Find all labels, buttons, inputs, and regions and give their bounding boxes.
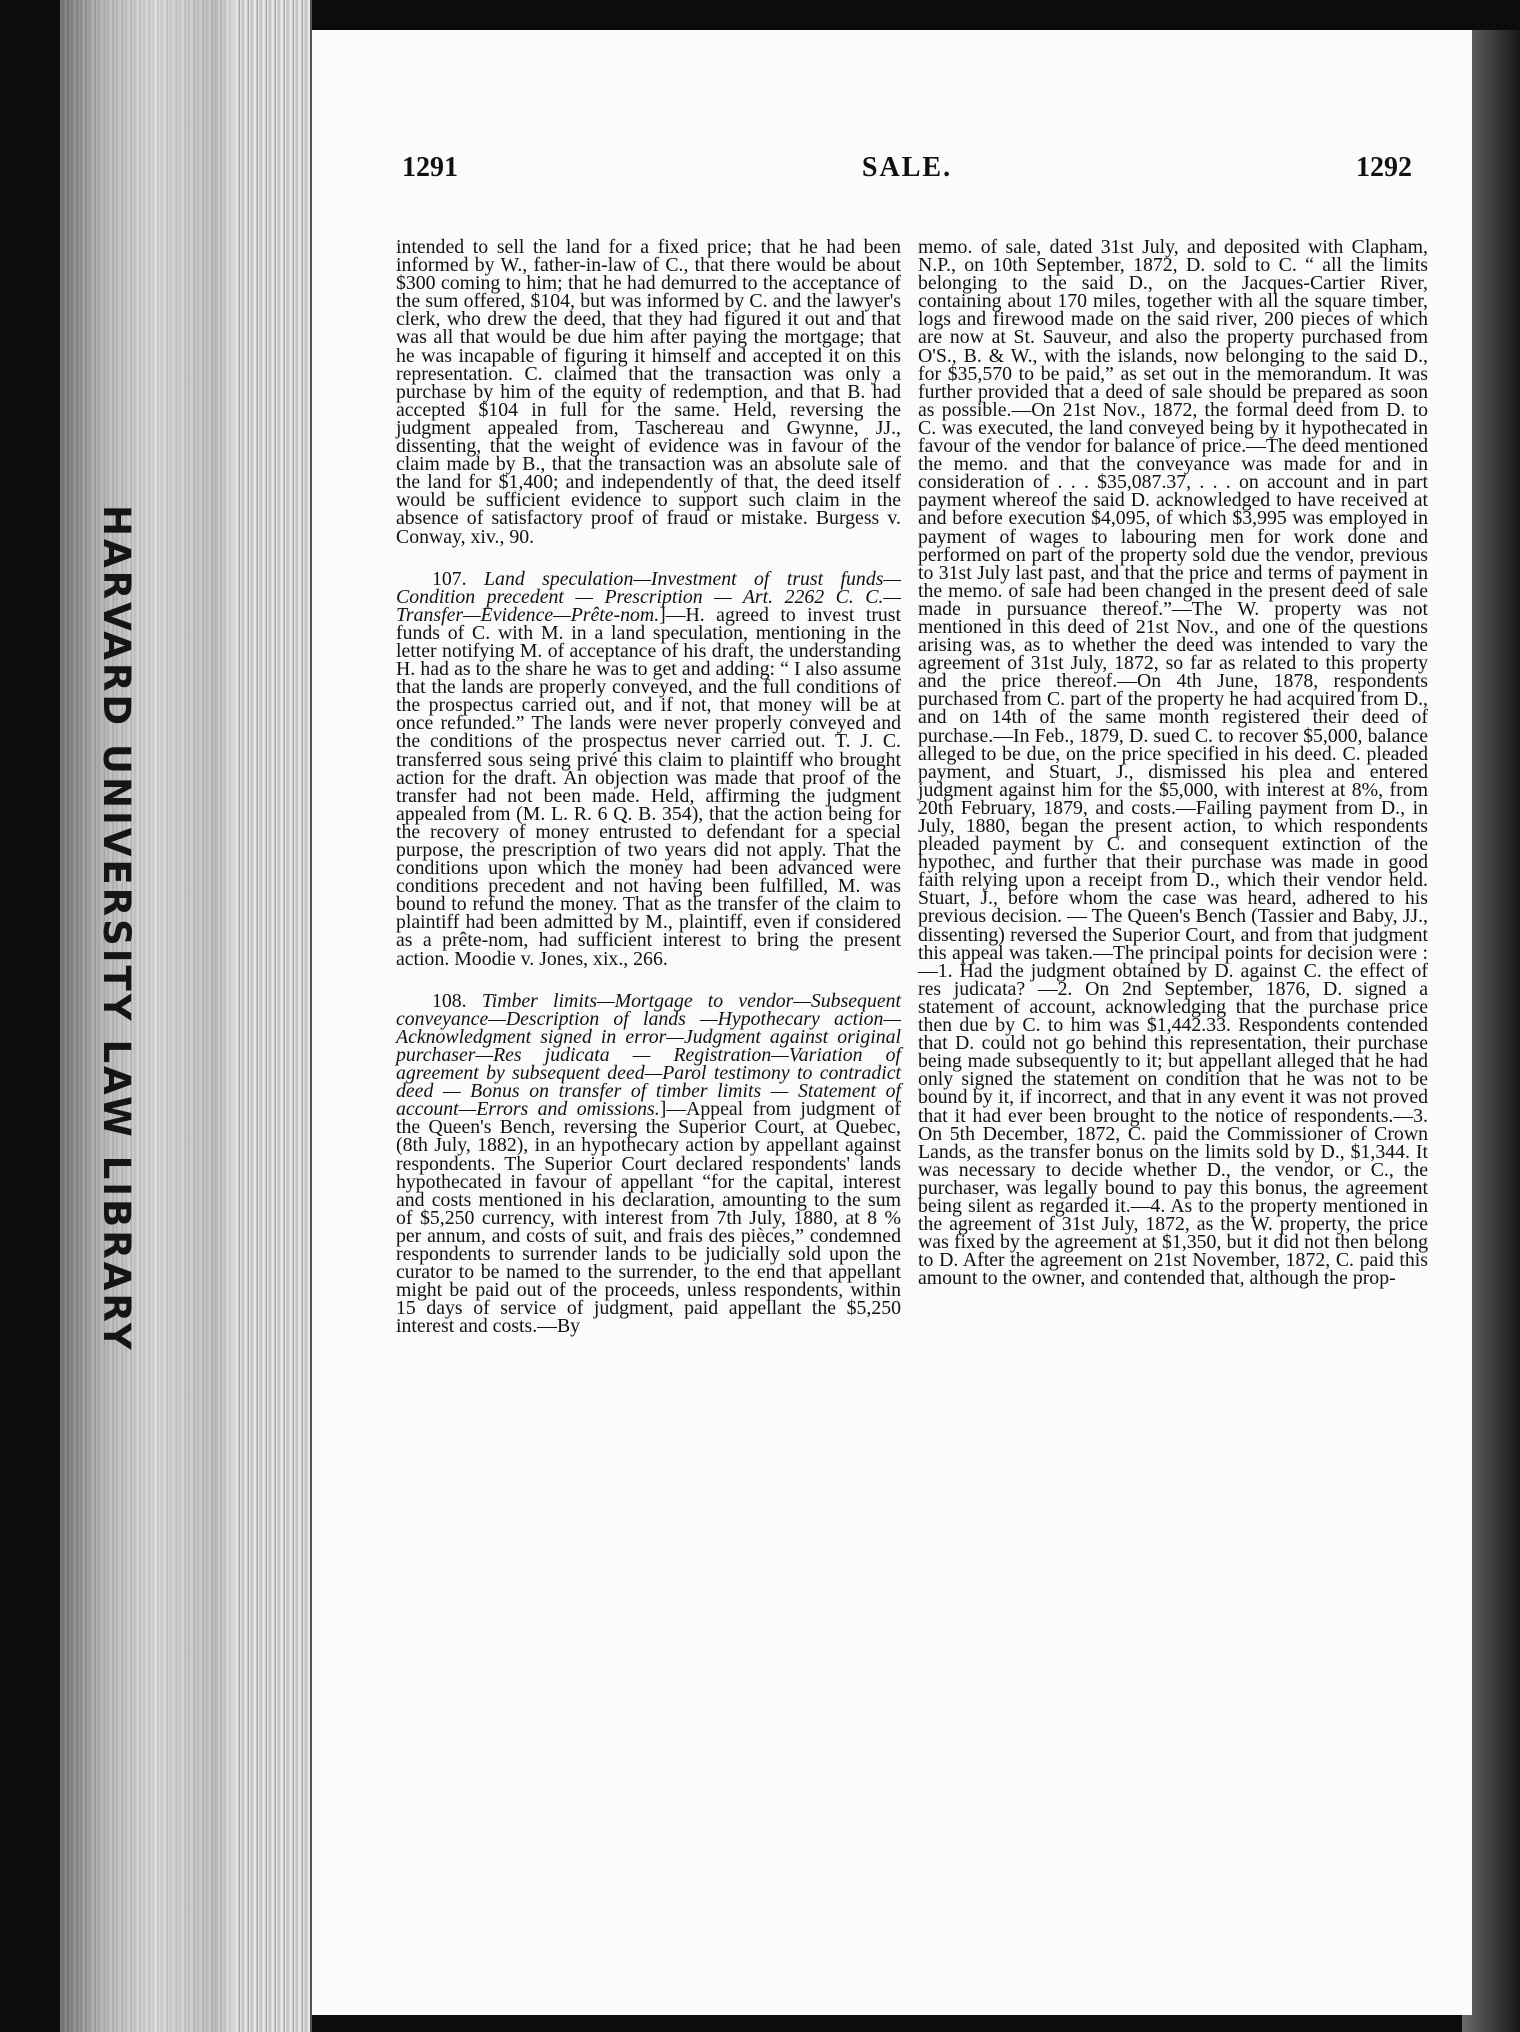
entry-body: ]—H. agreed to invest trust funds of C. with M. in a land speculation, mentioning in the letter notifying M. of acceptance of his draft, the understanding H. had as to the share he was to get and adding: “ I also assume that the lands are properly conveyed, and the full conditions of the prospectus carried out, and if not, that money will be at once refunded.” The lands were never properly conveyed and the conditions of the prospectus never carried out. T. J. C. transferred sous seing privé this claim to plaintiff who brought action for the draft. An objection was made that proof of the transfer had not been made. Held, affirming the judgment appealed from (M. L. R. 6 Q. B. 354), that the action being for the recovery of money entrusted to defendant for a special purpose, the prescription of two years did not apply. That the conditions upon which the money had been advanced were conditions precedent and not having been fulfilled, M. was bound to refund the money. That as the transfer of the claim to plaintiff had been admitted by M., plaintiff, even if considered as a prête-nom, had sufficient interest to bring the present action. Moodie v. Jones, xix., 266. (396, 603, 901, 970)
running-header (402, 152, 1412, 194)
section-title: SALE. (861, 152, 953, 183)
book-page (312, 30, 1472, 2015)
page-number-left: 1291 (402, 152, 458, 183)
paragraph-continued: intended to sell the land for a fixed price; that he had been informed by W., father-in-law of C., that there would be about $300 coming to him; that he had demurred to the acceptance of the sum offered, $104, but was informed by C. and the lawyer's clerk, who drew the deed, that they had figured it out and that was all that would be due him after paying the mortgage; that he was incapable of figuring it himself and accepted it on this representation. C. claimed that the transaction was only a purchase by him of the equity of redemption, and that B. had accepted $104 in full for the same. Held, reversing the judgment appealed from, Taschereau and Gwynne, JJ., dissenting, that the weight of evidence was in favour of the claim made by B., that the transaction was an absolute sale of the land for $1,400; and independently of that, the deed itself would be sufficient evidence to support such claim in the absence of satisfactory proof of fraud or mistake. Burgess v. Conway, xiv., 90. (396, 236, 901, 548)
entry-107 (396, 567, 901, 970)
entry-body: ]—Appeal from judgment of the Queen's Bench, reversing the Superior Court, at Quebec, (8th July, 1882), in an hypothecary action by appellant against respondents. The Superior Court declared respondents' lands hypothecated in favour of appellant “for the capital, interest and costs mentioned in his declaration, amounting to the sum of $5,250 currency, with interest from 7th July, 1880, at 8 % per annum, and costs of suit, and frais des pièces,” condemned respondents to surrender lands to be judicially sold upon the curator to be named to the surrender, to the end that appellant might be paid out of the proceeds, unless respondents, within 15 days of service of judgment, paid appellant the $5,250 interest and costs.—By (396, 1098, 901, 1338)
entry-108 (396, 989, 901, 1338)
left-column (396, 236, 901, 1338)
entry-number: 107. (432, 567, 467, 590)
right-column (918, 236, 1428, 1290)
spine-library-label: HARVARD UNIVERSITY LAW LIBRARY (95, 505, 138, 1353)
entry-headnote: Timber limits—Mortgage to vendor—Subsequent conveyance—Description of lands —Hypothecary action—Acknowledgment signed in error—Judgment against original purchaser—Res judicata — Registration—Variation of agreement by subsequent deed—Parol testimony to contradict deed — Bonus on transfer of timber limits — Statement of account—Errors and omissions. (396, 989, 901, 1121)
entry-number: 108. (432, 989, 467, 1012)
entry-headnote: Land speculation—Investment of trust funds—Condition precedent — Prescription — Art. 2262 C. C.—Transfer—Evidence—Prête-nom. (396, 567, 901, 626)
page-number-right: 1292 (1356, 152, 1412, 183)
paragraph-continued: memo. of sale, dated 31st July, and deposited with Clapham, N.P., on 10th September, 1872, D. sold to C. “ all the limits belonging to the said D., on the Jacques-Cartier River, containing about 170 miles, together with all the square timber, logs and firewood made on the said river, 200 pieces of which are now at St. Sauveur, and also the property purchased from O'S., B. & W., with the islands, now belonging to the said D., for $35,570 to be paid,” as set out in the memorandum. It was further provided that a deed of sale should be prepared as soon as possible.—On 21st Nov., 1872, the formal deed from D. to C. was executed, the land conveyed being by it hypothecated in favour of the vendor for balance of price.—The deed mentioned the memo. and that the conveyance was made for and in consideration of . . . $35,087.37, . . . on account and in part payment whereof the said D. acknowledged to have received at and before execution $4,095, of which $3,995 was employed in payment of wages to labouring men for work done and performed on part of the property sold due the vendor, previous to 31st July last past, and that the price and terms of payment in the memo. of sale had been changed in the present deed of sale made in pursuance thereof.”—The W. property was not mentioned in this deed of 21st Nov., and one of the questions arising was, as to whether the deed was intended to vary the agreement of 31st July, 1872, so far as related to this property and the price thereof.—On 4th June, 1878, respondents purchased from C. part of the property he had acquired from D., and on 14th of the same month registered their deed of purchase.—In Feb., 1879, D. sued C. to recover $5,000, balance alleged to be due, on the price specified in his deed. C. pleaded payment, and Stuart, J., dismissed his plea and entered judgment against him for the $5,000, with interest at 8%, from 20th February, 1879, and costs.—Failing payment from D., in July, 1880, began the present action, to which respondents pleaded payment by C. and consequent extinction of the hypothec, and further that their purchase was made in good faith relying upon a receipt from D., which their vendor held. Stuart, J., before whom the case was heard, adhered to his previous decision. — The Queen's Bench (Tassier and Baby, JJ., dissenting) reversed the Superior Court, and from that judgment this appeal was taken.—The principal points for decision were :—1. Had the judgment obtained by D. against C. the effect of res judicata? —2. On 2nd September, 1876, D. signed a statement of account, acknowledging that the purchase price then due by C. to him was $1,442.33. Respondents contended that D. could not go behind this representation, their purchase being made subsequently to it; but appellant alleged that he had only signed the statement on condition that he was not to be bound by it, if incorrect, and that in any event it was not proved that it had ever been brought to the notice of respondents.—3. On 5th December, 1872, C. paid the Commissioner of Crown Lands, as the transfer bonus on the limits sold by D., $1,344. It was necessary to decide whether D., the vendor, or C., the purchaser, was legally bound to pay this bonus, the agreement being silent as regarded it.—4. As to the property mentioned in the agreement of 31st July, 1872, as the W. property, the price was fixed by the agreement at $1,350, but it did not then belong to D. After the agreement on 21st November, 1872, C. paid this amount to the owner, and contended that, although the prop- (918, 236, 1428, 1290)
spine-shading (60, 0, 235, 2032)
